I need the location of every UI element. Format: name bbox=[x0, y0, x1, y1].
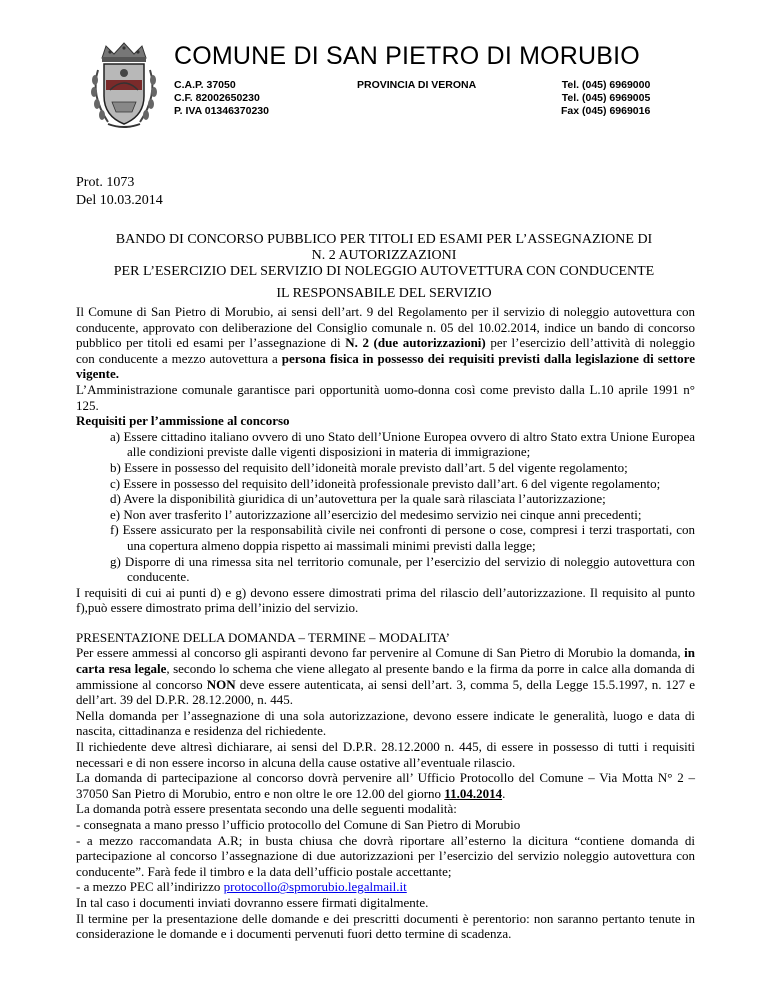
list-item: a) Essere cittadino italiano ovvero di uno Stato dell’Unione Europea ovvero di altro Stato extra Unione Europea alle condizioni previste dalle vigenti disposizioni in materia di immigrazione; bbox=[110, 428, 695, 460]
list-item: b) Essere in possesso del requisito dell’idoneità morale previsto dall’art. 5 del vigente regolamento; bbox=[110, 459, 628, 475]
fax-number: Fax (045) 6969016 bbox=[561, 105, 651, 117]
requirements-note: I requisiti di cui ai punti d) e g) devono essere dimostrati prima del rilascio dell’autorizzazione. Il requisito al punto f),può essere dimostrato prima dell’inizio del servizio. bbox=[76, 584, 695, 616]
pec-email-link[interactable]: protocollo@spmorubio.legalmail.it bbox=[223, 879, 407, 895]
submission-paragraph-7: Il termine per la presentazione delle domande e dei prescritti documenti è perentorio: non saranno pertanto tenute in considerazione le domande e i documenti pervenuti fuori detto termine di scadenza. bbox=[76, 910, 695, 942]
intro-text-1: Il Comune di San Pietro di Morubio, ai sensi dell’art. 9 del Regolamento per il servizio di noleggio autovettura con conducente, approvato con deliberazione del Consiglio comunale n. 05 del 10.02.2014, indice un bando di concorso pubblico per titoli ed esami per l’assegnazione di bbox=[76, 304, 695, 351]
phone-2: Tel. (045) 6969005 bbox=[561, 92, 651, 104]
submission-method-mail: - a mezzo raccomandata A.R; in busta chiusa che dovrà riportare all’esterno la dicitura “contiene domanda di partecipazione al concorso l’assegnazione di due autorizzazioni per l’esercizio del servizio noleggio autovettura con conducente”. Farà fede il timbro e la data dell’ufficio postale accettante; bbox=[76, 832, 695, 879]
submission-paragraph-6: In tal caso i documenti inviati dovranno essere firmati digitalmente. bbox=[76, 894, 429, 910]
list-item: e) Non aver trasferito l’ autorizzazione all’esercizio del medesimo servizio nei cinque anni precedenti; bbox=[110, 506, 642, 522]
deadline-text: La domanda di partecipazione al concorso dovrà pervenire all’ Ufficio Protocollo del Comune – Via Motta N° 2 – 37050 San Pietro di Morubio, entro e non oltre le ore 12.00 del giorno bbox=[76, 770, 695, 801]
submission-method-pec bbox=[76, 879, 695, 895]
section-gap bbox=[76, 616, 695, 630]
list-item: g) Disporre di una rimessa sita nel territorio comunale, per l’esercizio del servizio di noleggio autovettura con conducente. bbox=[110, 553, 695, 585]
submission-bold-legal-paper: in carta resa legale bbox=[76, 645, 695, 677]
protocol-date: Del 10.03.2014 bbox=[76, 193, 163, 208]
list-item: d) Avere la disponibilità giuridica di un’autovettura per la quale sarà rilasciata l’autorizzazione; bbox=[110, 491, 606, 507]
intro-bold-count: N. 2 (due autorizzazioni) bbox=[345, 335, 486, 351]
title-line-2: N. 2 AUTORIZZAZIONI bbox=[311, 248, 457, 263]
intro-paragraph bbox=[76, 304, 695, 382]
equal-opportunity-paragraph: L’Amministrazione comunale garantisce pari opportunità uomo-donna così come previsto dalla L.10 aprile 1991 n° 125. bbox=[76, 381, 695, 413]
submission-paragraph-5: La domanda potrà essere presentata secondo una delle seguenti modalità: bbox=[76, 801, 457, 817]
submission-heading: PRESENTAZIONE DELLA DOMANDA – TERMINE – MODALITA’ bbox=[76, 629, 450, 645]
list-item: c) Essere in possesso del requisito dell’idoneità professionale previsto dall’art. 6 del vigente regolamento; bbox=[110, 475, 661, 491]
province-info bbox=[357, 79, 476, 92]
submission-paragraph-3: Il richiedente deve altresì dichiarare, ai sensi del D.P.R. 28.12.2000 n. 445, di essere in possesso di tutti i requisiti necessari e di non essere incorso in alcuna della cause ostative all’eventuale rilascio. bbox=[76, 739, 695, 770]
submission-paragraph-2: Nella domanda per l’assegnazione di una sola autorizzazione, devono essere indicate le generalità, luogo e data di nascita, cittadinanza e residenza del richiedente. bbox=[76, 707, 695, 739]
requirements-heading bbox=[76, 413, 695, 429]
intro-text-2: per l’esercizio dell’attività di noleggio con conducente a mezzo autovettura a bbox=[76, 335, 695, 366]
postal-code: C.A.P. 37050 bbox=[174, 79, 236, 91]
submission-paragraph-1 bbox=[76, 645, 695, 707]
submission-text-c: , secondo lo schema che viene allegato al presente bando e la firma da porre in calce alla domanda di ammissione al concorso bbox=[76, 661, 696, 692]
province-name: PROVINCIA DI VERONA bbox=[357, 79, 477, 91]
responsible-heading: IL RESPONSABILE DEL SERVIZIO bbox=[276, 286, 492, 301]
vat-number: P. IVA 01346370230 bbox=[174, 105, 269, 117]
municipality-name: COMUNE DI SAN PIETRO DI MORUBIO bbox=[174, 42, 640, 70]
intro-bold-recipient: persona fisica in possesso dei requisiti previsti dalla legislazione di settore vigente. bbox=[76, 350, 695, 382]
deadline-period: . bbox=[502, 785, 506, 801]
coat-of-arms-icon bbox=[88, 40, 160, 132]
protocol-number: Prot. 1073 bbox=[76, 175, 135, 190]
requirements-heading-text: Requisiti per l’ammissione al concorso bbox=[76, 413, 290, 429]
deadline-date: 11.04.2014 bbox=[444, 785, 503, 801]
submission-text-a: Per essere ammessi al concorso gli aspiranti devono far pervenire al Comune di San Pietro di Morubio la domanda, bbox=[76, 645, 681, 661]
contact-info bbox=[561, 79, 650, 118]
requirements-list bbox=[76, 429, 695, 585]
title-line-3: PER L’ESERCIZIO DEL SERVIZIO DI NOLEGGIO AUTOVETTURA CON CONDUCENTE bbox=[113, 264, 655, 279]
submission-bold-not: NON bbox=[206, 676, 236, 692]
pec-text: - a mezzo PEC all’indirizzo bbox=[76, 879, 224, 895]
protocol-block bbox=[76, 174, 163, 210]
list-item: f) Essere assicurato per la responsabilità civile nei confronti di persone o cose, compresi i terzi trasportati, con una copertura almeno doppia rispetto ai massimali minimi previsti dalla legge; bbox=[110, 522, 695, 553]
document-body bbox=[76, 304, 695, 942]
phone-1: Tel. (045) 6969000 bbox=[561, 79, 651, 91]
submission-paragraph-4 bbox=[76, 770, 695, 801]
submission-text-e: deve essere autenticata, ai sensi dell’art. 3, comma 5, della Legge 15.5.1997, n. 127 e dell’art. 39 del D.P.R. 28.12.2000, n. 445. bbox=[76, 676, 695, 708]
document-title bbox=[60, 232, 708, 280]
tax-code: C.F. 82002650230 bbox=[174, 92, 260, 104]
title-line-1: BANDO DI CONCORSO PUBBLICO PER TITOLI ED ESAMI PER L’ASSEGNAZIONE DI bbox=[115, 232, 653, 247]
fiscal-info bbox=[174, 79, 269, 118]
submission-method-hand: - consegnata a mano presso l’ufficio protocollo del Comune di San Pietro di Morubio bbox=[76, 817, 521, 832]
